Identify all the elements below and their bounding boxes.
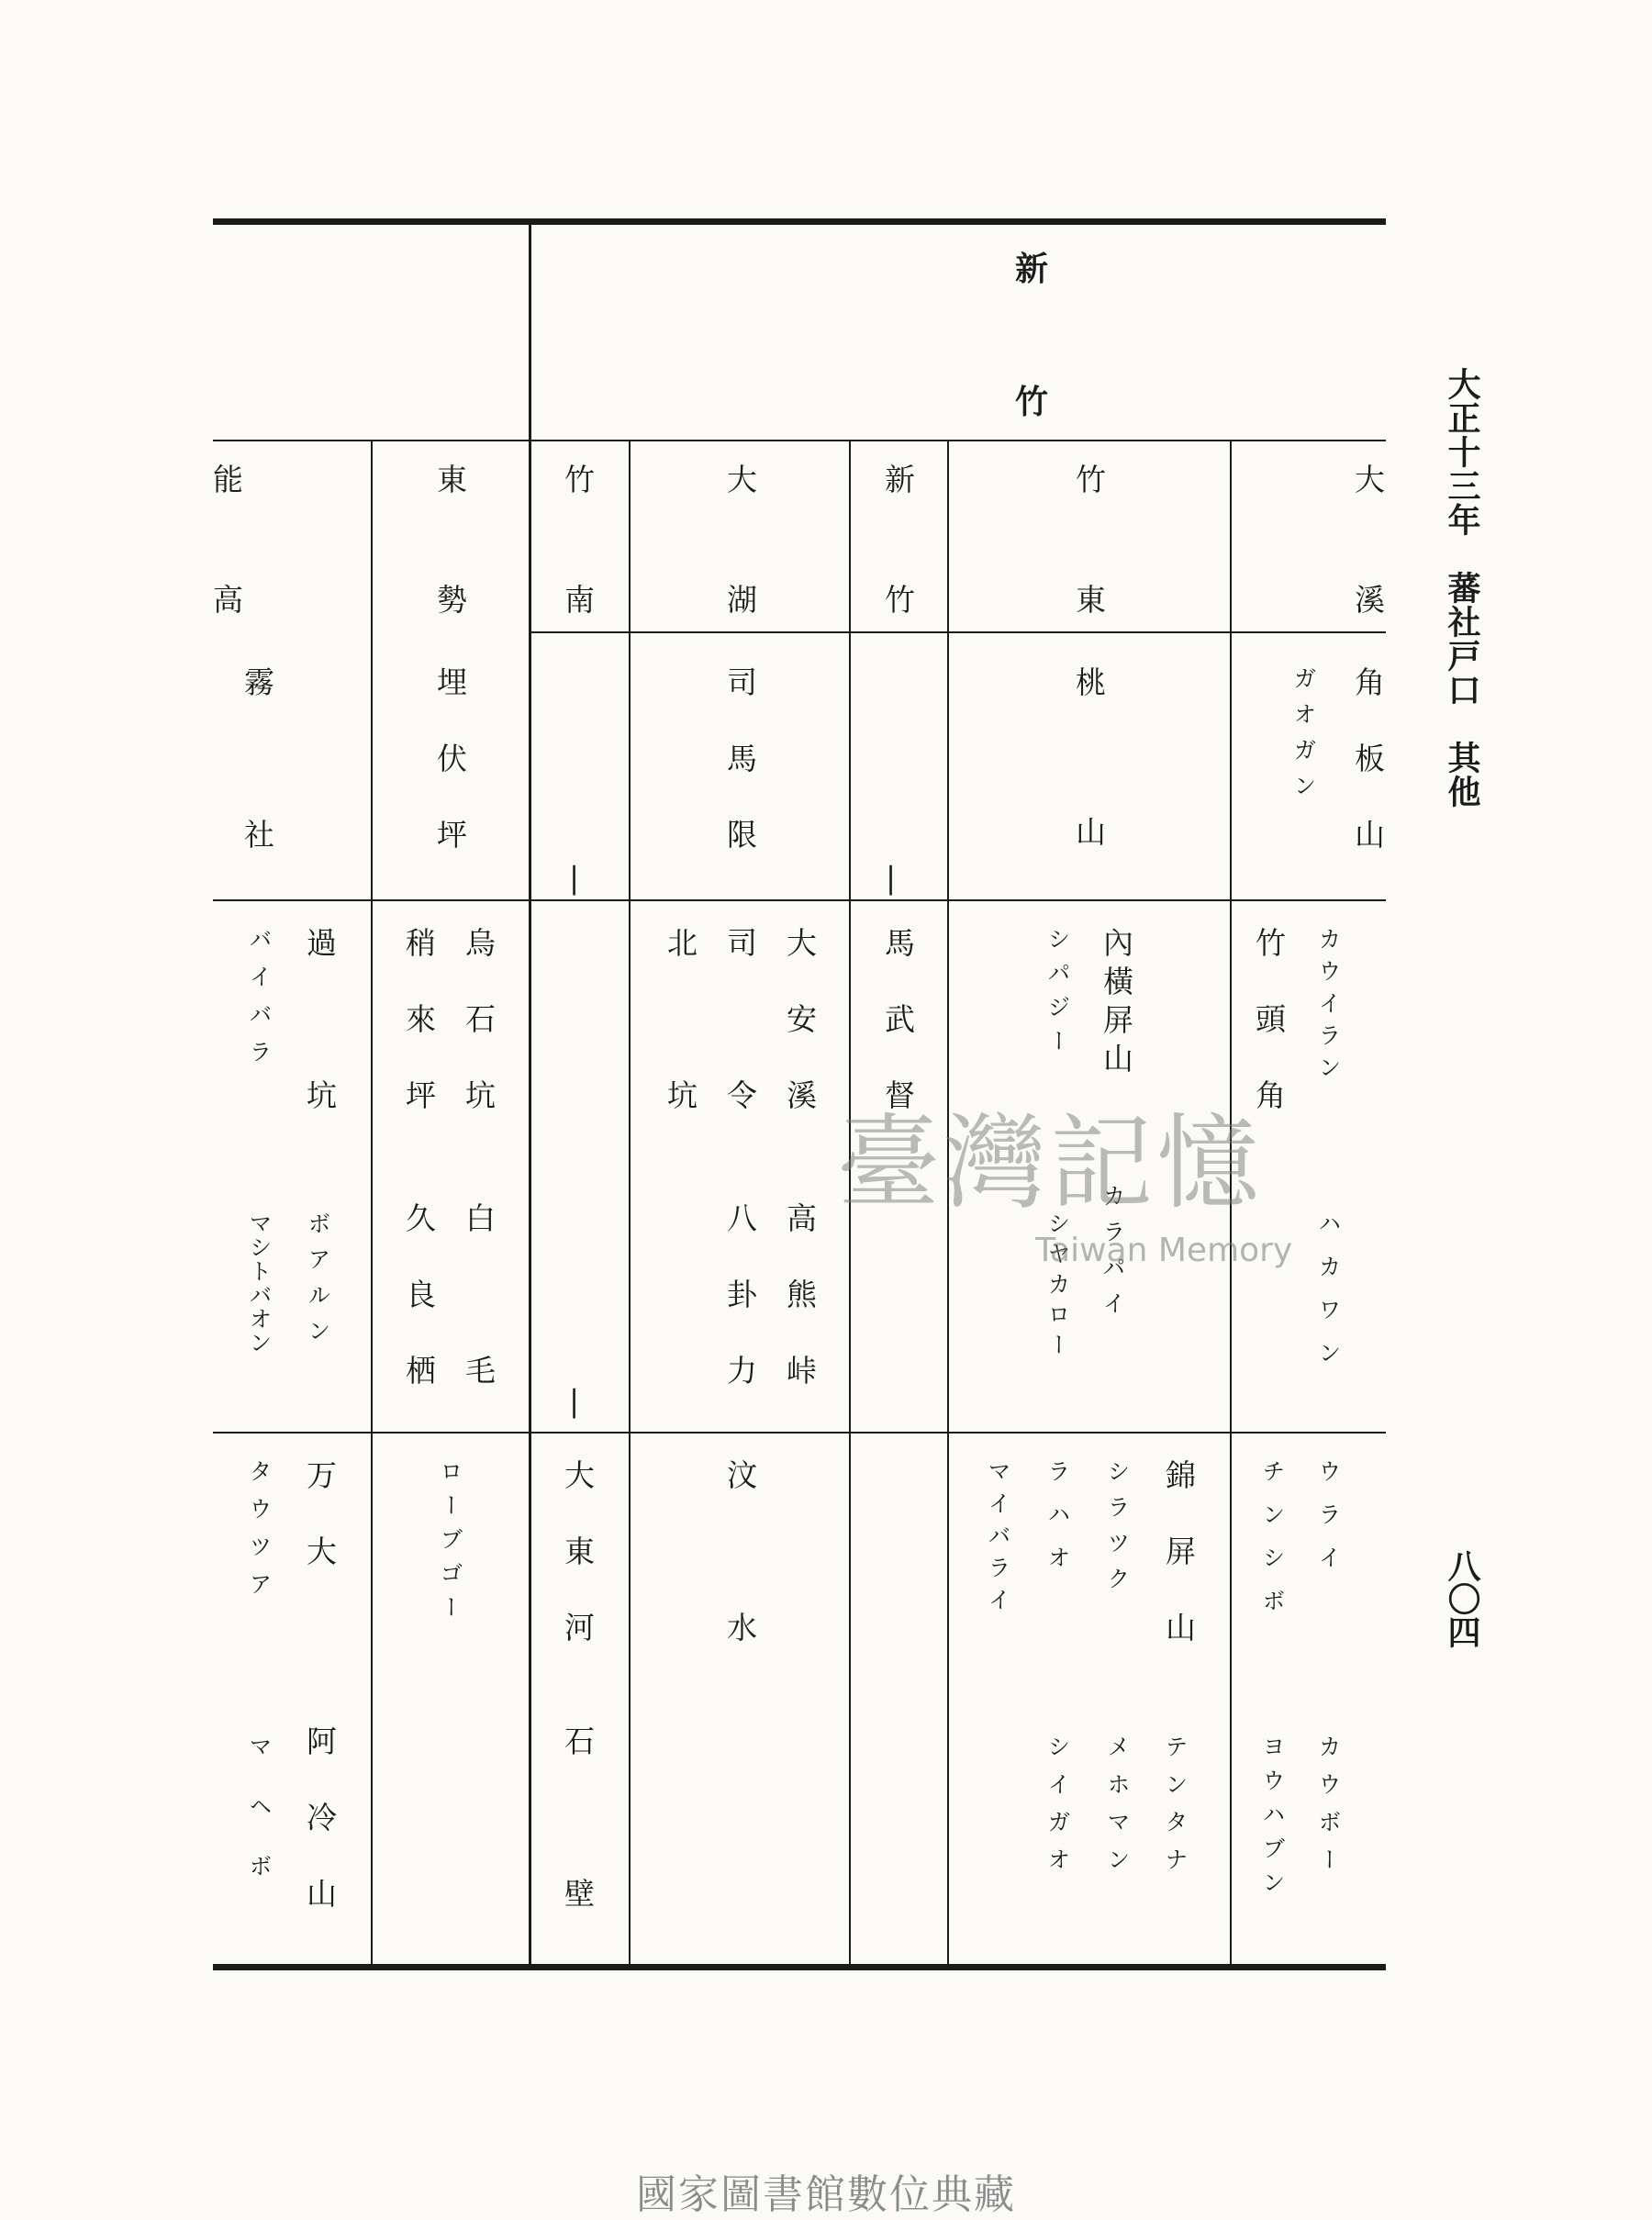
village-dash: | <box>569 860 580 896</box>
list-item: 竹頭角 <box>1251 927 1287 1155</box>
list-item: 石壁 <box>560 1725 596 2030</box>
district-nenggao: 能高 <box>208 463 244 704</box>
list-item: シヤカロー <box>1044 1211 1071 1363</box>
village-dash: | <box>886 860 897 896</box>
list-item: マシトバオン <box>246 1211 273 1355</box>
list-item: 過坑 <box>302 927 338 1232</box>
list-item: ラハオ <box>1044 1459 1071 1589</box>
list-item: ハカワン <box>1315 1211 1342 1384</box>
district-zhudong: 竹東 <box>1071 463 1107 704</box>
list-item: ウライ <box>1315 1459 1342 1589</box>
list-item: ローブゴー <box>437 1459 463 1629</box>
village-maifuping: 埋伏坪 <box>432 666 468 895</box>
header-divider <box>213 440 1386 441</box>
side-title: 大正十三年 蕃社戸口 其他 <box>1443 367 1481 809</box>
list-item: ヨウハブン <box>1259 1735 1286 1904</box>
list-item: カラパイ <box>1099 1184 1126 1327</box>
district-divider <box>529 631 1386 633</box>
list-item: 馬武督 <box>880 927 916 1155</box>
list-item: バイバラ <box>246 927 273 1077</box>
village-simaxian: 司馬限 <box>722 666 758 895</box>
district-daxi: 大溪 <box>1350 463 1386 704</box>
page-number: 八〇四 <box>1443 1549 1481 1648</box>
list-item: チンシボ <box>1259 1459 1286 1632</box>
watermark-cn: 臺灣記憶 <box>837 1104 1263 1223</box>
district-dahu: 大湖 <box>722 463 758 704</box>
list-item: シラツク <box>1104 1459 1131 1602</box>
village-divider <box>213 899 1386 901</box>
district-dongshi: 東勢 <box>432 463 468 704</box>
list-item: 汶水 <box>722 1459 758 1764</box>
list-item: 司令 <box>722 927 758 1232</box>
district-xinzhu: 新竹 <box>880 463 916 704</box>
watermark-en: Taiwan Memory <box>1035 1232 1293 1269</box>
list-item: 阿冷山 <box>302 1725 338 1954</box>
list-item: 万大 <box>302 1459 338 1612</box>
list-item: マヘボ <box>246 1735 273 1913</box>
list-item: カウイラン <box>1315 927 1342 1088</box>
list-item: ボアルン <box>305 1211 331 1355</box>
village-wushe: 霧社 <box>240 666 275 971</box>
village-jiaobanshan: 角板山 <box>1350 666 1386 895</box>
list-item: 稍來坪 <box>401 927 437 1155</box>
list-item: 久良栖 <box>401 1202 437 1431</box>
list-item: マイバライ <box>985 1459 1011 1620</box>
footer-credit: 國家圖書館數位典藏 <box>636 2171 1016 2218</box>
table-top-rule <box>213 218 1386 225</box>
prefecture-label: 新 竹 <box>1015 250 1049 421</box>
table-bottom-rule <box>213 1964 1386 1970</box>
list-item: 高熊峠 <box>782 1202 818 1431</box>
col-divider-4 <box>629 441 631 1966</box>
district-zhunan: 竹南 <box>560 463 596 704</box>
list-item: 北坑 <box>663 927 698 1232</box>
list-item: 白毛 <box>461 1202 497 1507</box>
col-divider-2 <box>947 441 949 1966</box>
row-divider <box>213 1432 1386 1434</box>
list-item: タウツア <box>246 1459 273 1610</box>
list-item: 內橫屏山 <box>1099 927 1134 1081</box>
village-kana-gaogan: ガオガン <box>1290 666 1317 809</box>
list-item: テンタナ <box>1162 1735 1189 1885</box>
list-item: メホマン <box>1104 1735 1131 1885</box>
list-item: 八卦力 <box>722 1202 758 1431</box>
list-item: シパジー <box>1044 927 1071 1063</box>
village-taoshan: 桃山 <box>1071 666 1107 965</box>
list-item: カウボー <box>1315 1735 1342 1885</box>
list-item: 烏石坑 <box>461 927 497 1155</box>
list-item: シイガオ <box>1044 1735 1071 1885</box>
list-item: | <box>569 1383 580 1419</box>
list-item: 錦屏山 <box>1161 1459 1197 1688</box>
list-item: 大東河 <box>560 1459 596 1688</box>
list-item: 大安溪 <box>782 927 818 1155</box>
